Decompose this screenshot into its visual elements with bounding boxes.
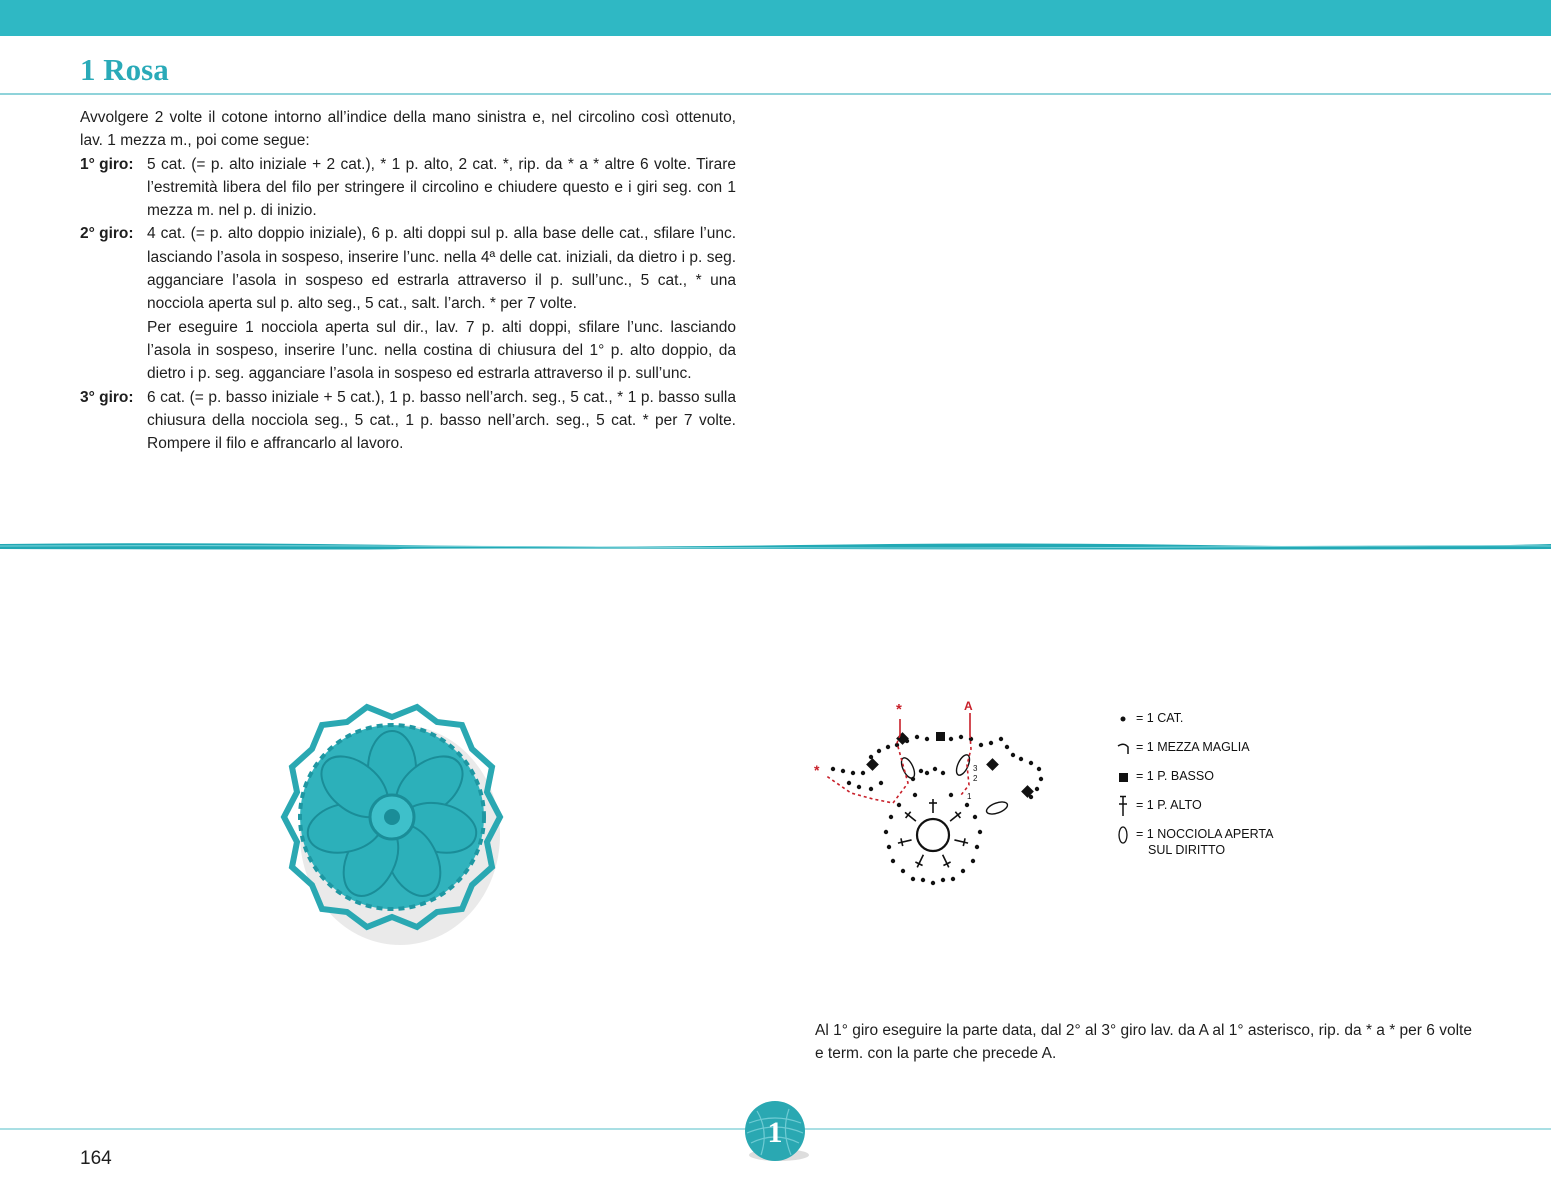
open-puff-icon <box>1110 826 1136 844</box>
legend-label: = 1 P. ALTO <box>1136 798 1202 812</box>
legend-label: = 1 CAT. <box>1136 711 1184 725</box>
legend-label: = 1 NOCCIOLA APERTA <box>1136 827 1274 841</box>
round-note: Per eseguire 1 nocciola aperta sul dir., lav. 7 p. alti doppi, sfilare l’unc. lasciando l’asola in sospeso, inserire l’unc. nella costina di chiusura del 1° p. alto doppio, da dietro i p. seg. agganciare l’asola in sospeso ed estrarla attraverso il p. sull’unc. <box>147 318 736 383</box>
legend-item <box>1110 797 1340 815</box>
title-divider <box>0 93 1551 95</box>
header-band <box>0 0 1551 36</box>
legend-item <box>1110 826 1340 858</box>
legend-label-line2: SUL DIRITTO <box>1148 843 1226 857</box>
yarn-ball-badge <box>737 1097 817 1165</box>
instructions-text <box>80 106 736 455</box>
round-text: 5 cat. (= p. alto iniziale + 2 cat.), * 1 p. alto, 2 cat. *, rip. da * a * altre 6 volte. Tirare l’estremità libera del filo per stringere il circolino e chiudere questo e i giri seg. con 1 mezza m. nel p. di inizio. <box>147 155 736 220</box>
chart-marker-a: A <box>964 699 973 713</box>
round-number: 2 <box>973 774 978 783</box>
slip-stitch-icon <box>1110 739 1136 757</box>
intro-paragraph: Avvolgere 2 volte il cotone intorno all’indice della mano sinistra e, nel circolino così ottenuto, lav. 1 mezza m., poi come segue: <box>80 109 736 150</box>
round-2 <box>80 222 736 385</box>
round-label: 1° giro: <box>80 155 134 173</box>
magic-ring <box>917 819 949 851</box>
yarn-divider <box>0 539 1551 553</box>
legend-item <box>1110 768 1340 786</box>
chart-legend <box>1110 710 1340 869</box>
flower-photo <box>275 690 515 960</box>
chart-marker-star: * <box>896 701 902 718</box>
legend-item <box>1110 710 1340 728</box>
round-1 <box>80 153 736 223</box>
round-number: 1 <box>967 792 972 801</box>
round-text: 4 cat. (= p. alto doppio iniziale), 6 p. alti doppi sul p. alla base delle cat., sfilare l’unc. lasciando l’asola in sospeso, inserire l’unc. nella 4ª delle cat. iniziali, da dietro i p. seg. agganciare l’asola in sospeso ed estrarla attraverso il p. sull’unc., 5 cat., * una nocciola aperta sul p. alto seg., 5 cat., salt. l’arch. * per 7 volte. <box>147 225 736 313</box>
round-number: 3 <box>973 764 978 773</box>
round-3 <box>80 386 736 456</box>
legend-label: = 1 P. BASSO <box>1136 769 1214 783</box>
chain-dot-icon <box>1110 710 1136 728</box>
page-title: 1 Rosa <box>80 52 169 87</box>
chart-caption: Al 1° giro eseguire la parte data, dal 2° al 3° giro lav. da A al 1° asterisco, rip. da * a * per 6 volte e term. con la parte che precede A. <box>815 1022 1472 1062</box>
page-number: 164 <box>80 1148 112 1169</box>
round-label: 2° giro: <box>80 225 134 243</box>
round-label: 3° giro: <box>80 388 134 406</box>
legend-label: = 1 MEZZA MAGLIA <box>1136 740 1250 754</box>
crochet-chart <box>808 696 1058 901</box>
legend-item <box>1110 739 1340 757</box>
double-crochet-icon <box>1110 797 1136 815</box>
chart-marker-star-left: * <box>814 762 820 778</box>
badge-number: 1 <box>767 1116 783 1149</box>
single-crochet-icon <box>1110 768 1136 786</box>
round-text: 6 cat. (= p. basso iniziale + 5 cat.), 1 p. basso nell’arch. seg., 5 cat., * 1 p. basso sulla chiusura della nocciola seg., 5 cat., 1 p. basso nell’arch. seg., 5 cat. * per 7 volte. Rompere il filo e affrancarlo al lavoro. <box>147 388 736 453</box>
